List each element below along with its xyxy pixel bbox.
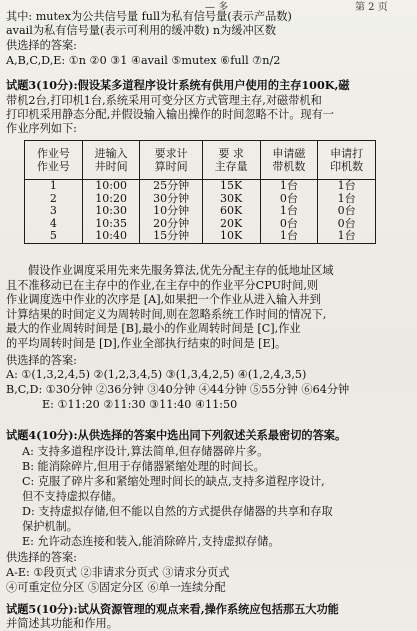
job-id-cell: 1 2 3 4 5: [25, 180, 83, 244]
col-header-run-time: 要求计 算时间: [140, 141, 202, 180]
q3-choices-label: 供选择的答案:: [6, 354, 77, 367]
q3-para-line: 假设作业调度采用先来先服务算法,优先分配主存的低地址区域: [28, 264, 334, 277]
q3-choice-bcd: B,C,D: ①30分钟 ②36分钟 ③40分钟 ④44分钟 ⑤55分钟 ⑥64分钟: [6, 383, 350, 396]
q3-paragraph: [6, 264, 412, 352]
table-header-row: [25, 141, 376, 180]
q2-line-1: 其中: mutex为公共信号量 full为私有信号量(表示产品数): [6, 10, 292, 23]
q4-item: D: 支持虚拟存储,但不能以自然的方式提供存储器的共享和存取: [22, 505, 333, 518]
job-sequence-table: [24, 140, 376, 244]
col-header-memory: 要 求 主存量: [202, 141, 260, 180]
q2-choices: A,B,C,D,E: ①n ②0 ③1 ④avail ⑤mutex ⑥full ⑦n/2: [6, 54, 281, 67]
q4-item: C: 克服了碎片多和紧缩处理时间长的缺点,支持多道程序设计,: [22, 475, 325, 488]
q3-choice-a: A: ①(1,3,2,4,5) ②(1,2,3,4,5) ③(1,3,4,2,5) ④(1,2,4,3,5): [6, 368, 307, 381]
memory-cell: 15K 30K 60K 20K 10K: [202, 180, 260, 244]
q2-line-2: avail为私有信号量(表示可利用的缓冲数) n为缓冲区数: [6, 24, 277, 37]
q4-title: 试题4(10分):从供选择的答案中选出同下列叙述关系最密切的答案。: [6, 428, 347, 442]
q4-item: A: 支持多道程序设计,算法简单,但存储器碎片多。: [22, 445, 269, 458]
arrival-cell: 10:00 10:20 10:30 10:35 10:40: [82, 180, 140, 244]
q3-para-line: 最大的作业周转时间是 [B],最小的作业周转时间是 [C],作业: [6, 322, 301, 336]
q5-title-line-1: 试题5(10分):试从资源管理的观点来看,操作系统应包括那五大功能: [6, 602, 339, 616]
table-body-row: [25, 180, 376, 244]
run-time-cell: 25分钟 30分钟 10分钟 20分钟 15分钟: [140, 180, 202, 244]
q3-title-line-1: 试题3(10分):假设某多道程序设计系统有供用户使用的主存100K,磁: [6, 78, 350, 92]
q5-title-line-2: 并简述其功能和作用。: [6, 617, 118, 630]
q2-choices-label: 供选择的答案:: [6, 39, 77, 52]
tape-cell: 1台 0台 1台 0台 1台: [260, 180, 318, 244]
page-header: [0, 0, 417, 13]
q3-para-line: 作业调度选中作业的次序是 [A],如果把一个作业从进入输入井到: [6, 293, 321, 307]
header-right-fragment: 第 2 页: [355, 2, 388, 13]
header-left-fragment: — 多: [205, 2, 229, 13]
col-header-arrival: 进输入 井时间: [82, 141, 140, 180]
col-header-job-id: 作业号 作业号: [25, 141, 83, 180]
q4-item: 保护机制。: [22, 520, 78, 533]
q3-title-line-2: 带机2台,打印机1台,系统采用可变分区方式管理主存,对磁带机和: [6, 94, 322, 107]
q3-title-line-3: 打印机采用静态分配,并假设输入输出操作的时间忽略不计。现有一: [6, 108, 334, 121]
q4-item: E: 允许动态连接和装入,能消除碎片,支持虚拟存储。: [22, 535, 280, 548]
col-header-printer: 申请打 印机数: [318, 141, 376, 180]
q3-title-line-4: 作业序列如下:: [6, 122, 77, 135]
q4-item: B: 能消除碎片,但用于存储器紧缩处理的时间长。: [22, 460, 265, 473]
printer-cell: 1台 1台 0台 0台 1台: [318, 180, 376, 244]
q3-choice-e: E: ①11:20 ②11:30 ③11:40 ④11:50: [42, 398, 238, 411]
q4-choices-row-2: ④可重定位分区 ⑤固定分区 ⑥单一连续分配: [6, 581, 226, 594]
q3-para-line: 且不准移动已在主存中的作业,在主存中的作业平分CPU时间,则: [6, 278, 319, 292]
q3-para-line: 计算结果的时间定义为周转时间,则在忽略系统工作时间的情况下,: [6, 307, 327, 321]
q4-choices-label: 供选择的答案:: [6, 551, 77, 564]
q3-para-line: 的平均周转时间是 [D],作业全部执行结束的时间是 [E]。: [6, 336, 287, 350]
col-header-tape: 申请磁 带机数: [260, 141, 318, 180]
q4-choices-row-1: A-E: ①段页式 ②非请求分页式 ③请求分页式: [6, 566, 230, 579]
q4-item: 但不支持虚拟存储。: [22, 490, 123, 503]
